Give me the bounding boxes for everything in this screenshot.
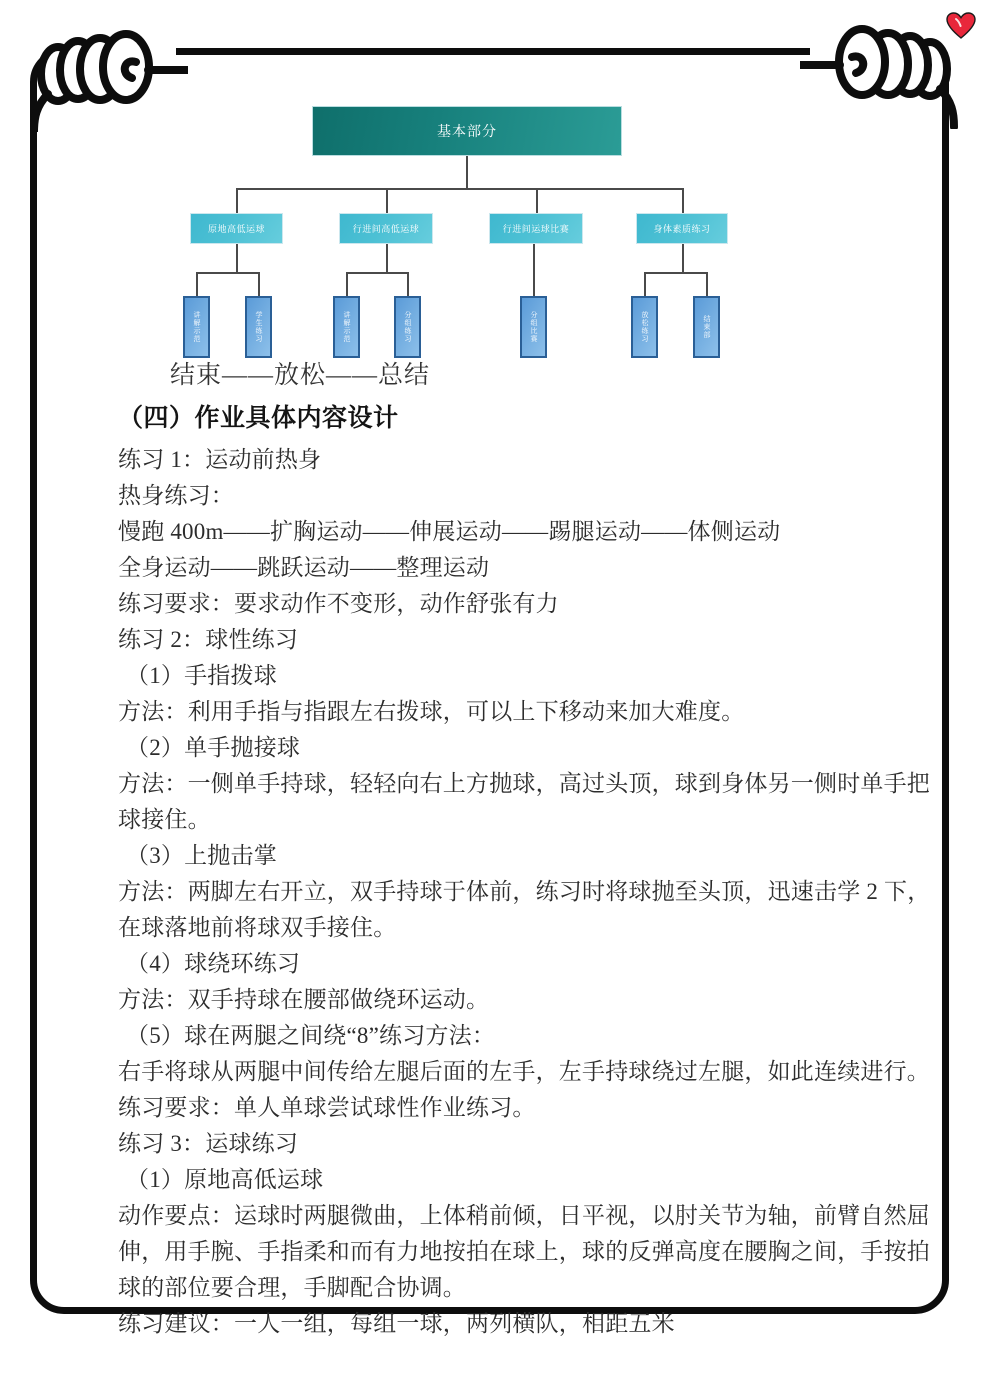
paragraph-line: 练习建议：一人一组，每组一球，两列横队，相距五米	[118, 1311, 675, 1336]
paragraph-line: 练习 2：球性练习	[118, 627, 299, 652]
chart-node-level3-4: 分组比赛	[520, 296, 547, 358]
paragraph-line: 练习 1：运动前热身	[118, 447, 322, 472]
paragraph-line: （1）原地高低运球	[126, 1167, 324, 1192]
paragraph-line: （2）单手抛接球	[126, 735, 301, 760]
paragraph-line: 练习要求：要求动作不变形，动作舒张有力	[118, 591, 559, 616]
connector-l2-0-bus	[196, 272, 259, 274]
connector-level2-0	[236, 188, 238, 213]
page-content	[30, 48, 949, 1336]
paragraph-line: 练习 3：运球练习	[118, 1131, 299, 1156]
paragraph-line: 右手将球从两腿中间传给左腿后面的左手，左手持球绕过左腿，如此连续进行。	[118, 1059, 930, 1084]
connector-l2-1-stem	[386, 244, 388, 272]
paragraph-line: 方法：两脚左右开立，双手持球于体前，练习时将球抛至头顶，迅速击学 2 下，在球落地前将球双手接住。	[118, 879, 931, 940]
paragraph-line: 热身练习：	[118, 483, 234, 508]
coil-doodle-right-icon	[800, 14, 960, 129]
chart-node-level3-6: 结束部	[693, 296, 720, 358]
chart-node-level2-2: 行进间运球比赛	[489, 213, 583, 244]
document-body	[30, 356, 949, 1342]
heart-icon	[946, 12, 976, 40]
connector-level2-bus	[236, 188, 682, 190]
connector-l2-1-bus	[346, 272, 408, 274]
paragraph-line: 方法：双手持球在腰部做绕环运动。	[118, 987, 490, 1012]
chart-node-level3-5: 放松练习	[631, 296, 658, 358]
connector-l3-0	[196, 272, 198, 296]
chart-node-level2-0: 原地高低运球	[190, 213, 283, 244]
chart-node-root: 基本部分	[312, 106, 622, 156]
connector-level2-1	[386, 188, 388, 213]
chart-node-level2-3: 身体素质练习	[636, 213, 728, 244]
connector-level2-3	[682, 188, 684, 213]
closing-line: 结束——放松——总结	[170, 362, 431, 389]
paragraph-line: （3）上抛击掌	[126, 843, 277, 868]
connector-l3-3	[407, 272, 409, 296]
paragraph-line: （4）球绕环练习	[126, 951, 301, 976]
connector-l3-5	[644, 272, 646, 296]
coil-doodle-left-icon	[28, 22, 188, 132]
connector-level2-2	[536, 188, 538, 213]
paragraph-line: 慢跑 400m——扩胸运动——伸展运动——踢腿运动——体侧运动	[118, 519, 781, 544]
connector-l2-3-stem	[682, 244, 684, 272]
connector-l3-2	[346, 272, 348, 296]
paragraph-line: 练习要求：单人单球尝试球性作业练习。	[118, 1095, 536, 1120]
paragraph-line: 动作要点：运球时两腿微曲，上体稍前倾，日平视，以肘关节为轴，前臂自然屈伸，用手腕、手指柔和而有力地按拍在球上，球的反弹高度在腰胸之间，手按拍球的部位要合理，手脚配合协调。	[118, 1203, 930, 1300]
section-heading: （四）作业具体内容设计	[118, 405, 399, 432]
connector-l3-1	[258, 272, 260, 296]
paragraph-line: 方法：一侧单手持球，轻轻向右上方抛球，高过头顶，球到身体另一侧时单手把球接住。	[118, 771, 930, 832]
connector-l2-2-stem	[533, 244, 535, 296]
paragraph-line: 方法：利用手指与指跟左右拨球，可以上下移动来加大难度。	[118, 699, 745, 724]
paragraph-line: （1）手指拨球	[126, 663, 277, 688]
connector-root-stem	[466, 156, 468, 188]
connector-l2-3-bus	[644, 272, 706, 274]
chart-node-level3-0: 讲解示范	[183, 296, 210, 358]
chart-node-level3-3: 分组练习	[394, 296, 421, 358]
paragraph-line: （5）球在两腿之间绕“8”练习方法：	[126, 1023, 496, 1048]
chart-node-level2-1: 行进间高低运球	[339, 213, 433, 244]
chart-node-level3-1: 学生练习	[245, 296, 272, 358]
paragraph-line: 全身运动——跳跃运动——整理运动	[118, 555, 490, 580]
connector-l3-6	[706, 272, 708, 296]
paragraph-list	[30, 442, 949, 1342]
chart-node-level3-2: 讲解示范	[333, 296, 360, 358]
connector-l2-0-stem	[236, 244, 238, 272]
